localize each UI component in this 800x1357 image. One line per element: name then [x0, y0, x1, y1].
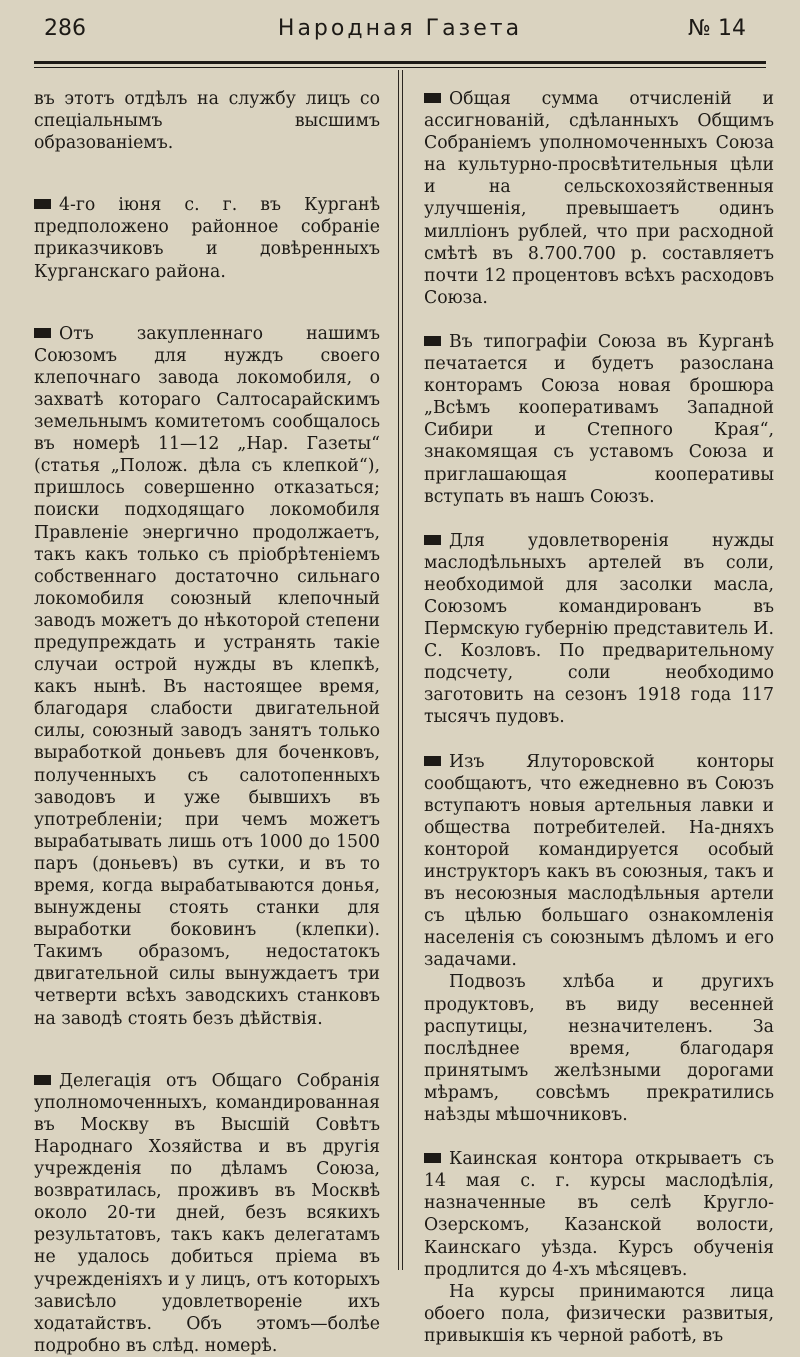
paragraph-text: Каинская контора открываетъ съ 14 мая с. г. курсы маслодѣлія, назначенные въ селѣ Кругло-Озерскомъ, Казанской волости, Каинскаго уѣзда. Курсъ обученія продлится до 4-хъ мѣсяцевъ. [424, 1149, 774, 1280]
paragraph-text: 4-го іюня с. г. въ Курганѣ предположено районное собраніе приказчиковъ и довѣренныхъ Курганскаго района. [34, 195, 380, 282]
paragraph-text: Отъ закупленнаго нашимъ Союзомъ для нуждъ своего клепочнаго завода локомобиля, о захватѣ котораго Салтосарайскимъ земельнымъ комитетомъ сообщалось въ номерѣ 11—12 „Нар. Газеты“ (статья „Полож. дѣла съ клепкой“), пришлось совершенно отказаться; поиски подходящаго локомобиля Правленіе энергично продолжаетъ, такъ какъ только съ пріобрѣтеніемъ собственнаго достаточно сильнаго локомобиля союзный клепочный заводъ можетъ до нѣкоторой степени предупреждать и устранять такіе случаи острой нужды въ клепкѣ, какъ нынѣ. Въ настоящее время, благодаря слабости двигательной силы, союзный заводъ занятъ только выработкой доньевъ для боченковъ, полученныхъ съ салотопенныхъ заводовъ и уже бывшихъ въ употребленіи; при чемъ можетъ вырабатывать лишь отъ 1000 до 1500 паръ (доньевъ) въ сутки, и въ то время, когда вырабатываются донья, вынуждены стоять станки для выработки боковинъ (клепки). Такимъ образомъ, недостатокъ двигательной силы вынуждаетъ три четверти всѣхъ заводскихъ станковъ на заводѣ стоять безъ дѣйствія. [34, 323, 380, 1029]
issue-number: № 14 [688, 16, 746, 41]
paragraph-text: Въ типографіи Союза въ Курганѣ печатается и будетъ разослана конторамъ Союза новая брошюра „Всѣмъ кооперативамъ Западной Сибири и Степного Края“, знакомящая съ уставомъ Союза и приглашающая кооперативы вступать въ нашъ Союзъ. [424, 331, 774, 507]
bullet-mark-icon [424, 93, 441, 103]
bullet-mark-icon [424, 535, 441, 545]
page-header [0, 0, 800, 70]
bullet-mark-icon [424, 336, 441, 346]
bullet-mark-icon [34, 199, 51, 209]
paragraph [424, 331, 774, 508]
paragraph-text: На курсы принимаются лица обоего пола, физически развитыя, привыкшія къ черной работѣ, въ [424, 1281, 774, 1346]
bullet-mark-icon [34, 1075, 51, 1085]
page-number: 286 [44, 16, 86, 41]
paragraph-text: въ этотъ отдѣлъ на службу лицъ со спеціальнымъ высшимъ образованіемъ. [34, 89, 380, 154]
header-rule-thick [34, 61, 766, 64]
paragraph-text: Подвозъ хлѣба и другихъ продуктовъ, въ виду весенней распутицы, незначителенъ. За послѣднее время, благодаря принятымъ желѣзными дорогами мѣрамъ, совсѣмъ прекратились наѣзды мѣшочниковъ. [424, 972, 774, 1126]
paragraph [424, 971, 774, 1126]
paragraph-text: Для удовлетворенія нужды маслодѣльныхъ артелей въ соли, необходимой для засолки масла, Союзомъ командированъ въ Пермскую губернію представитель И. С. Козловъ. По предварительному подсчету, соли необходимо заготовить на сезонъ 1918 года 117 тысячъ пудовъ. [424, 530, 774, 728]
paragraph-text: Общая сумма отчисленій и ассигнованій, сдѣланныхъ Общимъ Собраніемъ уполномоченныхъ Союза на культурно-просвѣтительныя цѣли и на сельскохозяйственныя улучшенія, превышаетъ одинъ милліонъ рублей, что при расходной смѣтѣ въ 8.700.700 р. составляетъ почти 12 процентовъ всѣхъ расходовъ Союза. [424, 89, 774, 308]
paragraph [34, 323, 380, 1030]
paragraph [424, 88, 774, 309]
newspaper-title: Народная Газета [277, 16, 523, 41]
bullet-mark-icon [424, 756, 441, 766]
bullet-mark-icon [424, 1153, 441, 1163]
paragraph-text: Делегація отъ Общаго Собранія уполномоченныхъ, командированная въ Москву въ Высшій Совѣтъ Народнаго Хозяйства и въ другія учрежденія по дѣламъ Союза, возвратилась, проживъ въ Москвѣ около 20-ти дней, безъ всякихъ результатовъ, такъ какъ делегатамъ не удалось добиться пріема въ учрежденіяхъ и у лицъ, отъ которыхъ зависѣло удовлетвореніе ихъ ходатайствъ. Объ этомъ—болѣе подробно въ слѣд. номерѣ. [34, 1070, 380, 1356]
paragraph [34, 88, 380, 154]
right-column [424, 88, 774, 1347]
paragraph [424, 1148, 774, 1281]
left-column [34, 88, 380, 1357]
column-divider-right [402, 70, 403, 1270]
paragraph [424, 751, 774, 972]
paragraph [424, 1281, 774, 1347]
bullet-mark-icon [34, 328, 51, 338]
paragraph [424, 530, 774, 729]
paragraph [34, 194, 380, 282]
column-divider-left [398, 70, 399, 1270]
paragraph [34, 1070, 380, 1357]
paragraph-text: Изъ Ялуторовской конторы сообщаютъ, что ежедневно въ Союзъ вступаютъ новыя артельныя лавки и общества потребителей. На-дняхъ конторой командируется особый инструкторъ какъ въ союзныя, такъ и въ несоюзныя маслодѣльныя артели съ цѣлью большаго ознакомленія населенія съ союзнымъ дѣломъ и его задачами. [424, 751, 774, 971]
header-rule-thin [34, 67, 766, 68]
